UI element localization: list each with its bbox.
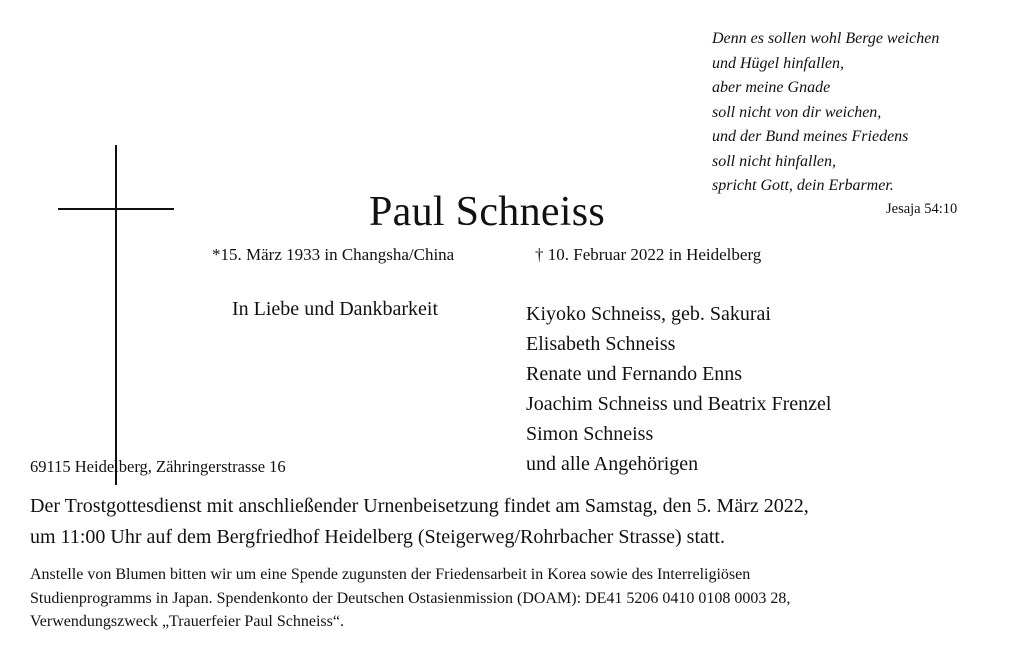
donation-info (30, 563, 790, 634)
cross-icon-horizontal (58, 208, 174, 210)
mourner-item: Simon Schneiss (526, 423, 654, 445)
cross-icon-vertical (115, 145, 117, 485)
donation-line: Verwendungszweck „Trauerfeier Paul Schneiss“. (30, 613, 344, 630)
birth-date: *15. März 1933 in Changsha/China (212, 245, 455, 264)
service-line: Der Trostgottesdienst mit anschließender Urnenbeisetzung findet am Samstag, den 5. März 2022, (30, 495, 809, 517)
mourner-item: Joachim Schneiss und Beatrix Frenzel (526, 393, 832, 415)
verse-line: spricht Gott, dein Erbarmer. (712, 177, 894, 194)
verse-line: aber meine Gnade (712, 79, 831, 96)
donation-line: Studienprogramms in Japan. Spendenkonto der Deutschen Ostasienmission (DOAM): DE41 5206 0410 0108 0003 28, (30, 589, 791, 607)
mourner-item: Kiyoko Schneiss, geb. Sakurai (526, 303, 771, 325)
mourner-item: und alle Angehörigen (526, 453, 699, 475)
deceased-name: Paul Schneiss (369, 189, 606, 235)
verse-line: soll nicht von dir weichen, (712, 103, 882, 121)
verse-line: und der Bund meines Friedens (712, 128, 909, 145)
verse-reference: Jesaja 54:10 (886, 201, 958, 217)
verse-line: Denn es sollen wohl Berge weichen (712, 30, 940, 47)
service-info (30, 491, 809, 553)
mourner-item: Elisabeth Schneiss (526, 333, 676, 355)
bible-verse (712, 27, 939, 199)
mourners-list (526, 299, 832, 479)
mourner-item: Renate und Fernando Enns (526, 363, 743, 385)
verse-line: und Hügel hinfallen, (712, 54, 844, 72)
verse-line: soll nicht hinfallen, (712, 152, 836, 170)
service-line: um 11:00 Uhr auf dem Bergfriedhof Heidelberg (Steigerweg/Rohrbacher Strasse) statt. (30, 526, 725, 548)
donation-line: Anstelle von Blumen bitten wir um eine Spende zugunsten der Friedensarbeit in Korea sowie des Interreligiösen (30, 566, 751, 583)
address: 69115 Heidelberg, Zähringerstrasse 16 (30, 457, 286, 476)
death-date: † 10. Februar 2022 in Heidelberg (535, 245, 762, 264)
gratitude-text: In Liebe und Dankbarkeit (232, 298, 439, 320)
